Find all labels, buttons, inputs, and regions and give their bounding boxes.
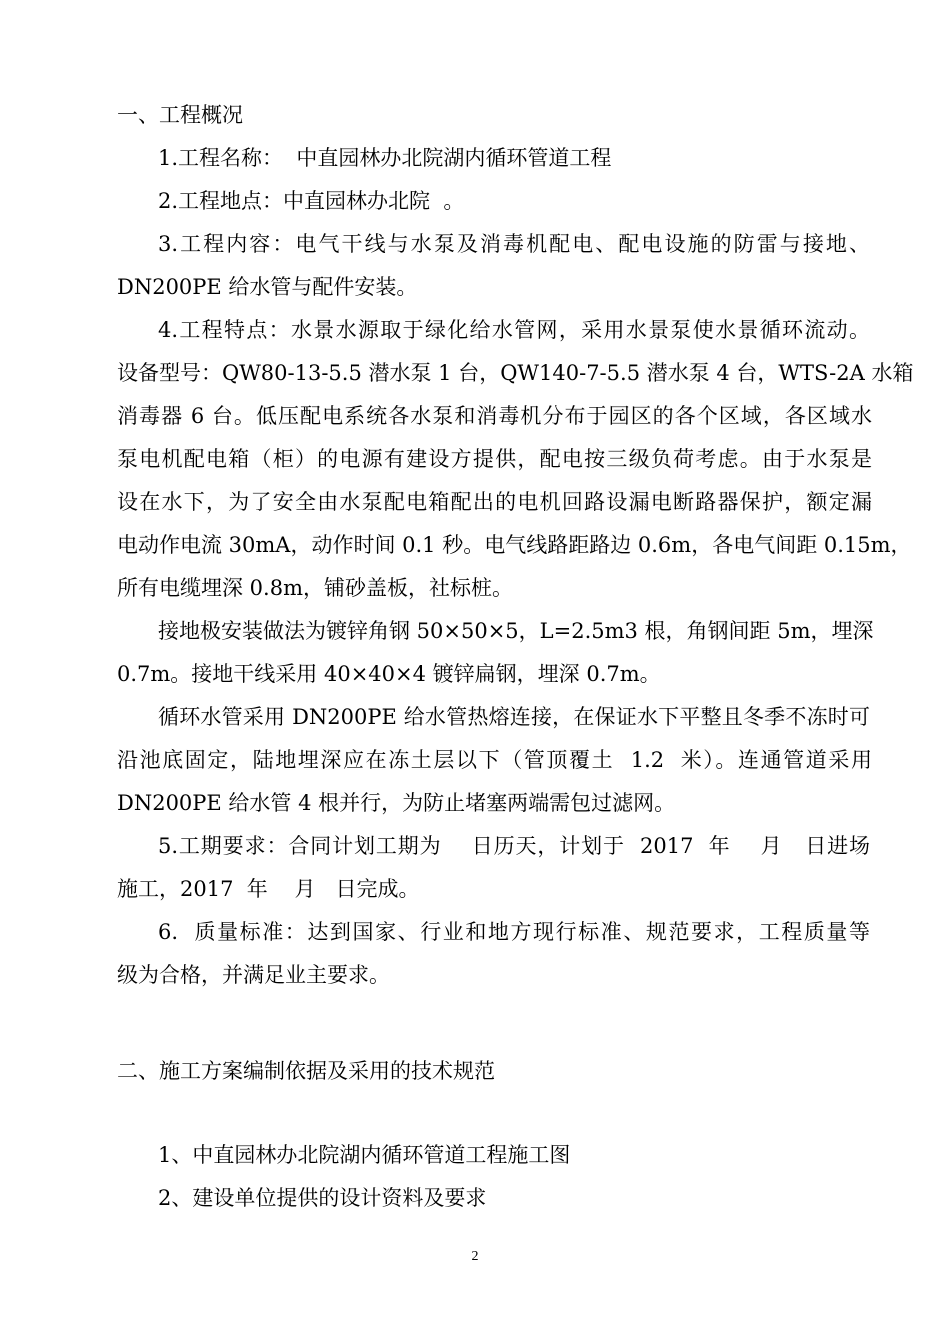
list-item: 2、建设单位提供的设计资料及要求 [158,1186,487,1210]
section-heading-overview: 一、工程概况 [117,103,243,127]
paragraph-line: 沿池底固定，陆地埋深应在冻土层以下（管顶覆土 1.2 米）。连通管道采用 [117,748,872,772]
paragraph-line: 3.工程内容：电气干线与水泵及消毒机配电、配电设施的防雷与接地、 [158,232,870,256]
paragraph-line: 循环水管采用 DN200PE 给水管热熔连接，在保证水下平整且冬季不冻时可 [158,705,870,729]
paragraph-line: 设备型号：QW80-13-5.5 潜水泵 1 台，QW140-7-5.5 潜水泵 4 台，WTS-2A 水箱 [117,361,914,385]
paragraph-line: 6. 质量标准：达到国家、行业和地方现行标准、规范要求，工程质量等 [158,920,870,944]
paragraph-line: 设在水下，为了安全由水泵配电箱配出的电机回路设漏电断路器保护，额定漏 [117,490,872,514]
paragraph-line: 消毒器 6 台。低压配电系统各水泵和消毒机分布于园区的各个区域，各区域水 [117,404,872,428]
paragraph-line: DN200PE 给水管 4 根并行，为防止堵塞两端需包过滤网。 [117,791,676,815]
paragraph-line: 5.工期要求：合同计划工期为 日历天，计划于 2017 年 月 日进场 [158,834,870,858]
paragraph-line: 施工，2017 年 月 日完成。 [117,877,420,901]
paragraph-line: 1.工程名称： 中直园林办北院湖内循环管道工程 [158,146,612,170]
paragraph-line: 电动作电流 30mA，动作时间 0.1 秒。电气线路距路边 0.6m，各电气间距 0.15m， [117,533,912,557]
paragraph-line: 2.工程地点：中直园林办北院 。 [158,189,465,213]
list-item: 1、中直园林办北院湖内循环管道工程施工图 [158,1143,571,1167]
paragraph-line: 级为合格，并满足业主要求。 [117,963,390,987]
page-number: 2 [471,1249,479,1264]
section-heading-basis: 二、施工方案编制依据及采用的技术规范 [117,1059,495,1083]
paragraph-line: DN200PE 给水管与配件安装。 [117,275,418,299]
paragraph-line: 泵电机配电箱（柜）的电源有建设方提供，配电按三级负荷考虑。由于水泵是 [117,447,872,471]
paragraph-line: 4.工程特点：水景水源取于绿化给水管网，采用水景泵使水景循环流动。 [158,318,870,342]
paragraph-line: 0.7m。接地干线采用 40×40×4 镀锌扁钢，埋深 0.7m。 [117,662,661,686]
paragraph-line: 接地极安装做法为镀锌角钢 50×50×5，L=2.5m3 根，角钢间距 5m，埋深 [158,619,874,643]
paragraph-line: 所有电缆埋深 0.8m，铺砂盖板，社标桩。 [117,576,513,600]
